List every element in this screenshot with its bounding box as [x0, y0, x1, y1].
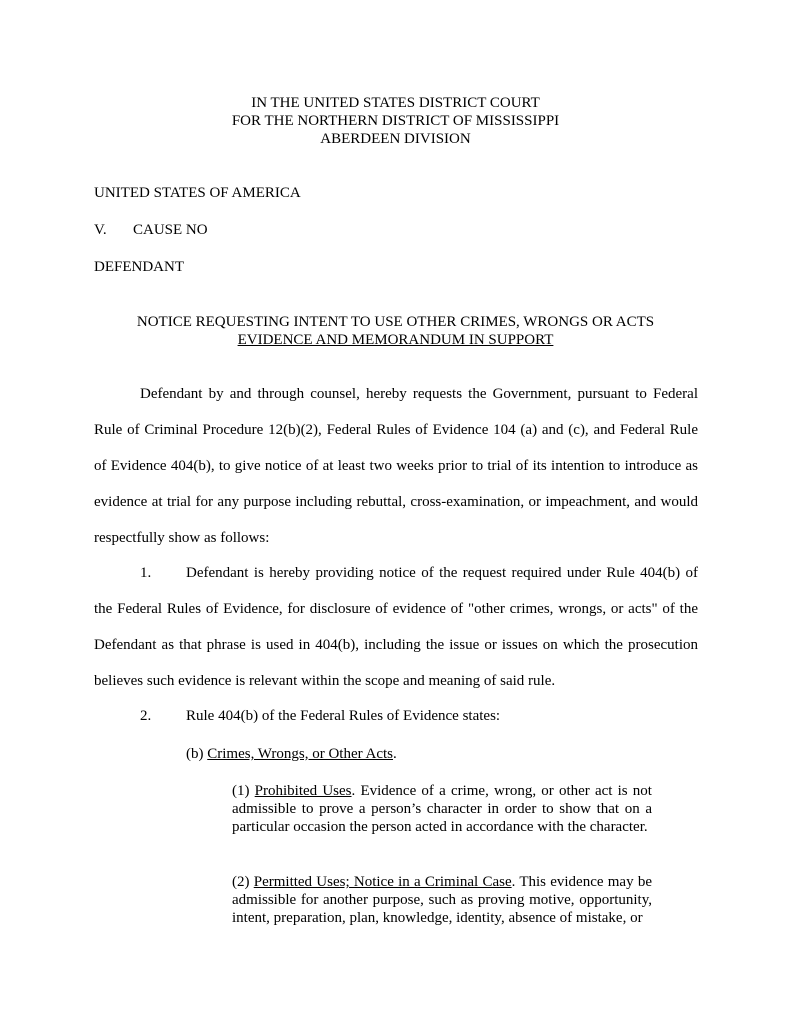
title-line-1: NOTICE REQUESTING INTENT TO USE OTHER CRIMES, WRONGS OR ACTS [136, 314, 655, 330]
defendant-label: DEFENDANT [94, 259, 184, 275]
paragraph-1 [94, 555, 698, 699]
paragraph-2 [140, 707, 500, 725]
subsection-b-suffix: . [393, 746, 397, 762]
quote-1-prefix: (1) [232, 783, 255, 799]
quote-2-prefix: (2) [232, 874, 254, 890]
rule-subsection-b [186, 745, 397, 763]
cause-number-label: CAUSE NO [133, 222, 208, 238]
quote-2-heading: Permitted Uses; Notice in a Criminal Case [253, 874, 512, 890]
rule-quote-1 [232, 782, 652, 836]
court-name: IN THE UNITED STATES DISTRICT COURT [251, 95, 540, 111]
plaintiff-name: UNITED STATES OF AMERICA [94, 185, 301, 201]
rule-quote-2 [232, 873, 652, 927]
versus-line [94, 221, 208, 239]
paragraph-2-text: Rule 404(b) of the Federal Rules of Evidence states: [186, 708, 501, 724]
court-district: FOR THE NORTHERN DISTRICT OF MISSISSIPPI [231, 113, 560, 129]
title-line-2: EVIDENCE AND MEMORANDUM IN SUPPORT [237, 332, 554, 348]
document-title [0, 313, 791, 349]
subsection-b-prefix: (b) [186, 746, 208, 762]
versus-label: V. [94, 222, 107, 238]
paragraph-1-text: Defendant is hereby providing notice of the request required under Rule 404(b) of the Federal Rules of Evidence, for disclosure of evidence of "other crimes, wrongs, or acts" of the Defendant as that phrase is used in 404(b), including the issue or issues on which the prosecution believes such evidence is relevant within the scope and meaning of said rule. [94, 565, 698, 689]
quote-1-heading: Prohibited Uses [254, 783, 352, 799]
quote-2-text: . This evidence may be admissible for another purpose, such as proving motive, opportunity, intent, preparation, plan, knowledge, identity, absence of mistake, or [232, 874, 652, 926]
paragraph-2-number: 2. [140, 708, 152, 724]
paragraph-1-number: 1. [140, 565, 152, 581]
court-caption [0, 94, 791, 148]
court-division: ABERDEEN DIVISION [320, 131, 471, 147]
intro-paragraph: Defendant by and through counsel, hereby requests the Government, pursuant to Federal Rule of Criminal Procedure 12(b)(2), Federal Rules of Evidence 104 (a) and (c), and Federal Rule of Evidence 404(b), to give notice of at least two weeks prior to trial of its intention to introduce as evidence at trial for any purpose including rebuttal, cross-examination, or impeachment, and would respectfully show as follows: [94, 386, 698, 546]
subsection-b-heading: Crimes, Wrongs, or Other Acts [207, 746, 394, 762]
quote-1-text: . Evidence of a crime, wrong, or other act is not admissible to prove a person’s character in order to show that on a particular occasion the person acted in accordance with the character. [232, 783, 652, 835]
